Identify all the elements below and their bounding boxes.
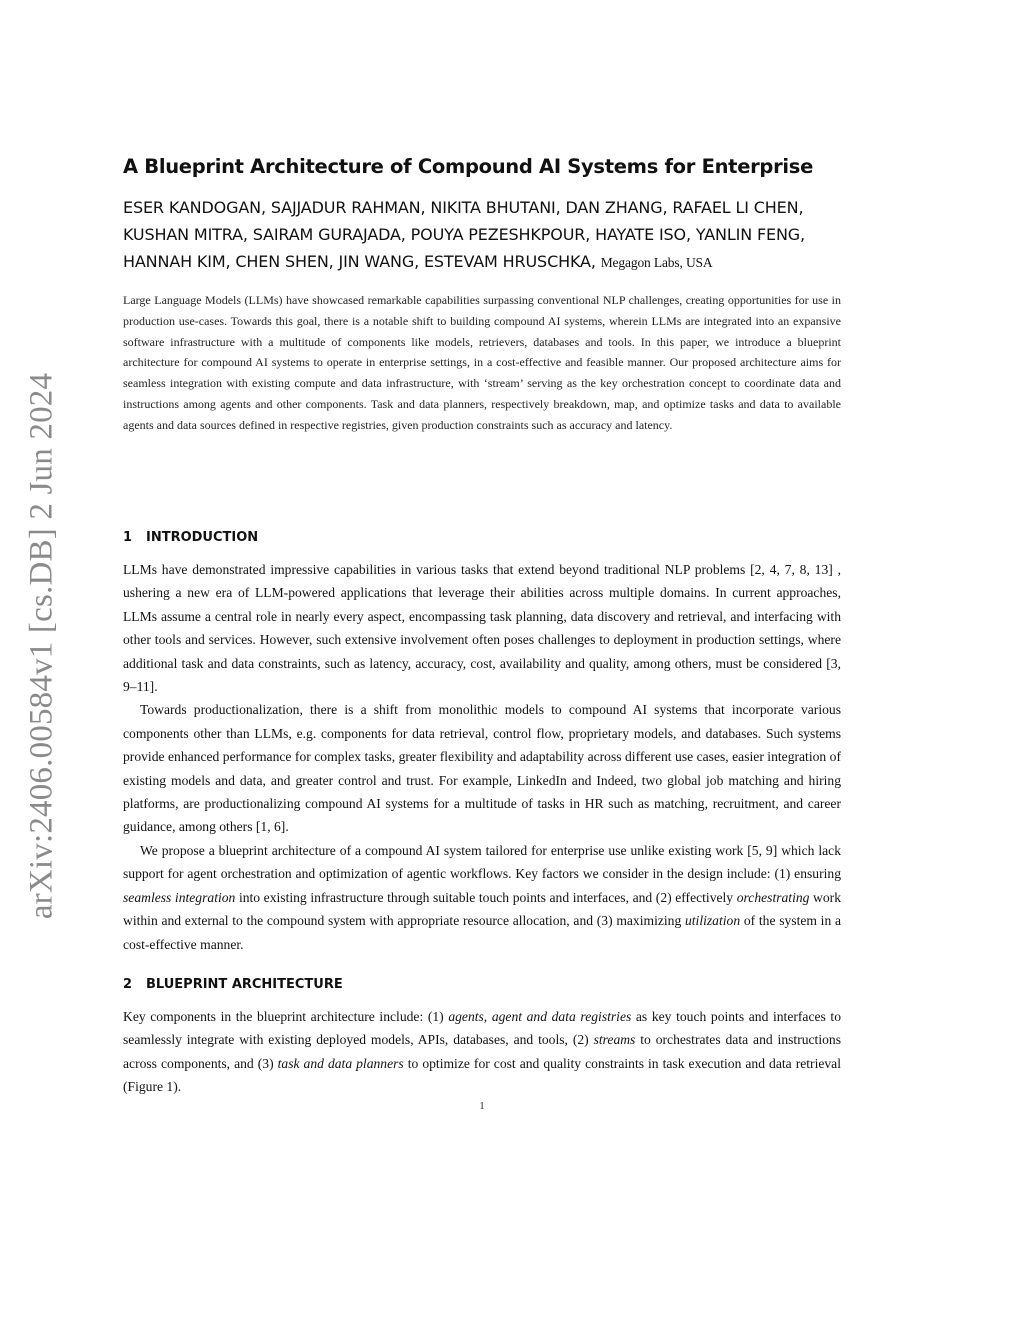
paragraph: Towards productionalization, there is a shift from monolithic models to compound AI systems that incorporate various components other than LLMs, e.g. components for data retrieval, control flow, proprietary models, and databases. Such systems provide enhanced performance for complex tasks, greater flexibility and adaptability across different use cases, easier integration of existing models and data, and greater control and trust. For example, LinkedIn and Indeed, two global job matching and hiring platforms, are productionalizing compound AI systems for a multitude of tasks in HR such as matching, recruitment, and career guidance, among others [1, 6]. [123, 702, 841, 835]
paper-title: A Blueprint Architecture of Compound AI Systems for Enterprise [123, 155, 814, 178]
emphasis: task and data planners [277, 1055, 404, 1071]
emphasis: agents, agent and data registries [448, 1009, 632, 1024]
author-affiliation: Megagon Labs, USA [600, 255, 713, 270]
section-number: 2 [123, 977, 133, 992]
abstract: Large Language Models (LLMs) have showcased remarkable capabilities surpassing conventional NLP challenges, creating opportunities for use in production use-cases. Towards this goal, there is a notable shift to building compound AI systems, wherein LLMs are integrated into an expansive software infrastructure with a multitude of components like models, retrievers, databases and tools. In this paper, we introduce a blueprint architecture for compound AI systems to operate in enterprise settings, in a cost-effective and feasible manner. Our proposed architecture aims for seamless integration with existing compute and data infrastructure, with ‘stream’ serving as the key orchestration concept to coordinate data and instructions among agents and other components. Task and data planners, respectively breakdown, map, and optimize tasks and data to available agents and data sources defined in respective registries, given production constraints such as accuracy and latency. [123, 293, 841, 432]
page-number: 1 [479, 1101, 485, 1112]
paragraph: Key components in the blueprint architecture include: (1) agents, agent and data registries as key touch points and interfaces to seamlessly integrate with existing deployed models, APIs, databases, and tools, (2) streams to orchestrates data and instructions across components, and (3) task and data planners to optimize for cost and quality constraints in task execution and data retrieval (Figure 1). [123, 1009, 842, 1095]
emphasis: utilization [684, 913, 741, 929]
section-title: BLUEPRINT ARCHITECTURE [146, 977, 343, 992]
paper-header [123, 154, 841, 436]
emphasis: orchestrating [736, 889, 810, 905]
section-introduction [123, 529, 841, 956]
section-blueprint-architecture [123, 976, 841, 1099]
emphasis: streams [593, 1032, 636, 1048]
section-heading [123, 976, 841, 994]
paragraph: LLMs have demonstrated impressive capabilities in various tasks that extend beyond traditional NLP problems [2, 4, 7, 8, 13] , ushering a new era of LLM-powered applications that leverage their abilities across multiple domains. In current approaches, LLMs assume a central role in nearly every aspect, encompassing task planning, data discovery and retrieval, and interfacing with other tools and services. However, such extensive involvement often poses challenges to deployment in production settings, where additional task and data constraints, such as latency, accuracy, cost, availability and quality, among others, must be considered [3, 9–11]. [123, 562, 841, 695]
author-list [123, 194, 841, 276]
paragraph: We propose a blueprint architecture of a compound AI system tailored for enterprise use unlike existing work [5, 9] which lack support for agent orchestration and optimization of agentic workflows. Key factors we consider in the design include: (1) ensuring seamless integration into existing infrastructure through suitable touch points and interfaces, and (2) effectively orchestrating work within and external to the compound system with appropriate resource allocation, and (3) maximizing utilization of the system in a cost-effective manner. [123, 842, 841, 952]
arxiv-identifier-stamp: arXiv:2406.00584v1 [cs.DB] 2 Jun 2024 [23, 372, 60, 920]
emphasis: seamless integration [123, 889, 236, 905]
section-title: INTRODUCTION [146, 530, 259, 545]
author-names: ESER KANDOGAN, SAJJADUR RAHMAN, NIKITA BHUTANI, DAN ZHANG, RAFAEL LI CHEN, KUSHAN MITRA, SAIRAM GURAJADA, POUYA PEZESHKPOUR, HAYATE ISO, YANLIN FENG, HANNAH KIM, CHEN SHEN, JIN WANG, ESTEVAM HRUSCHKA, [123, 198, 805, 271]
section-number: 1 [123, 530, 133, 545]
section-heading [123, 529, 841, 547]
